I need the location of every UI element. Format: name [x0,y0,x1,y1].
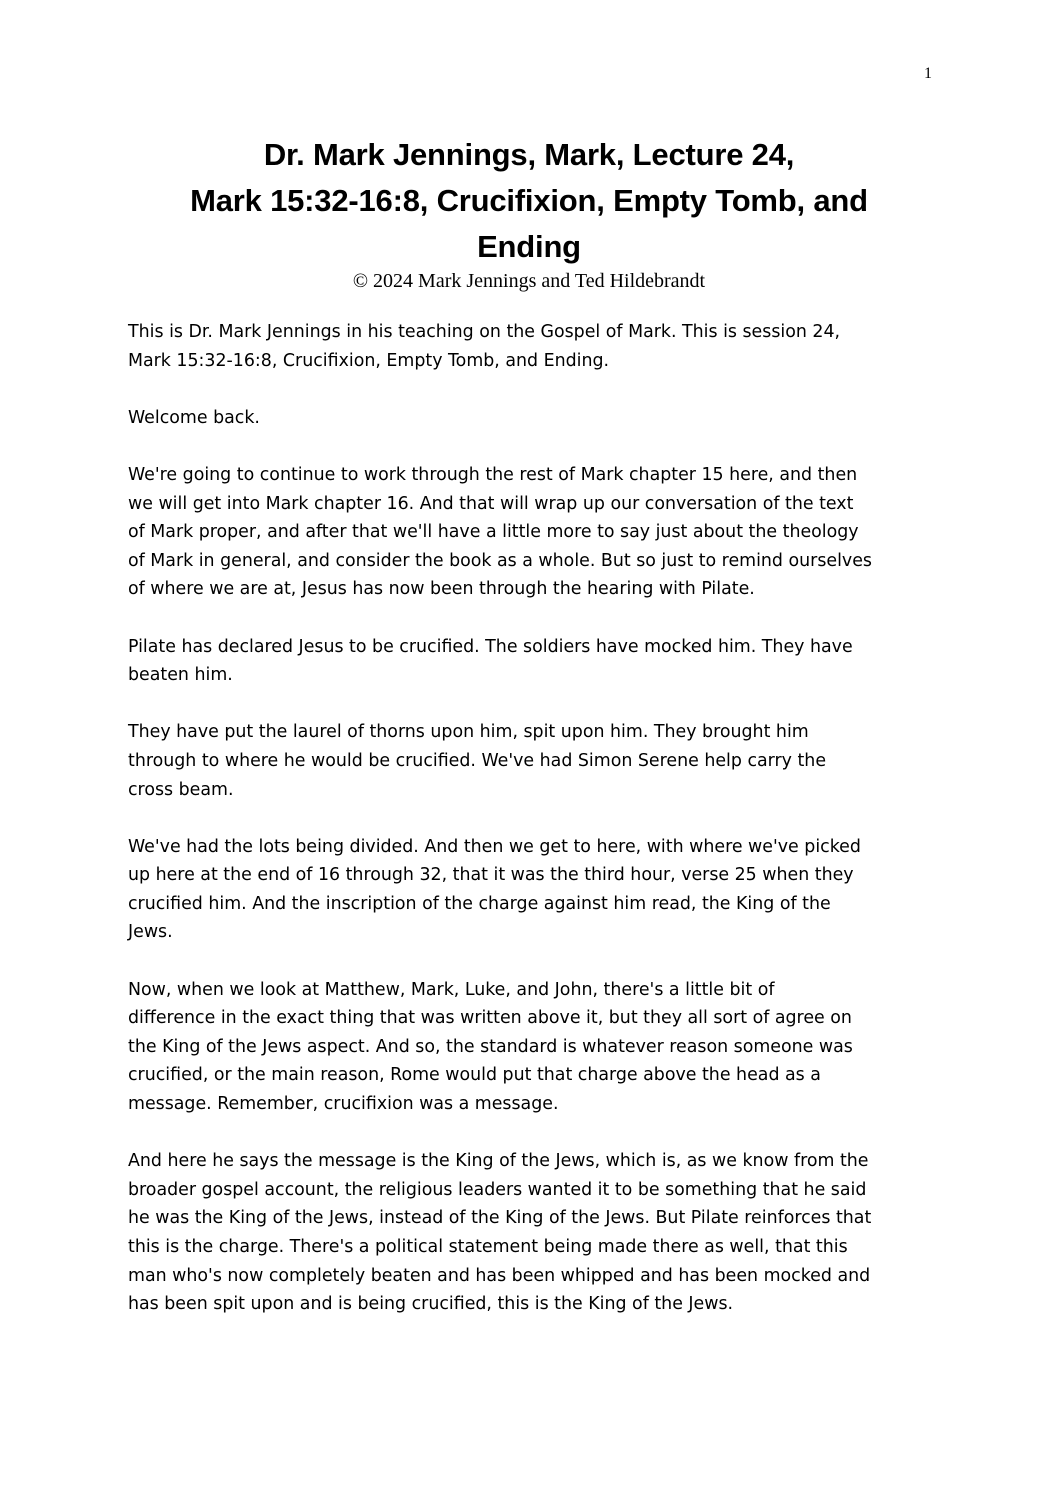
paragraph-line: through to where he would be crucified. We've had Simon Serene help carry the [128,750,827,771]
paragraph-line: beaten him. [128,665,233,686]
paragraph-line: difference in the exact thing that was written above it, but they all sort of agree on [128,1008,852,1029]
paragraph-line: Welcome back. [128,407,260,428]
paragraph-line: he was the King of the Jews, instead of the King of the Jews. But Pilate reinforces that [128,1208,872,1229]
paragraph-line: They have put the laurel of thorns upon him, spit upon him. They brought him [128,722,809,743]
title-line: Dr. Mark Jennings, Mark, Lecture 24, [263,137,795,172]
paragraph-line: Mark 15:32-16:8, Crucifixion, Empty Tomb, and Ending. [128,350,610,371]
paragraph-line: the King of the Jews aspect. And so, the standard is whatever reason someone was [128,1036,853,1057]
paragraph [128,1147,938,1319]
paragraph [128,976,938,1119]
title-block [128,132,930,294]
paragraph-line: cross beam. [128,779,234,800]
paragraph-line: has been spit upon and is being crucified, this is the King of the Jews. [128,1294,734,1315]
paragraph-line: of Mark proper, and after that we'll have a little more to say just about the theology [128,522,859,543]
paragraph-line: this is the charge. There's a political statement being made there as well, that this [128,1237,848,1257]
body-text [128,318,938,1347]
paragraph-line: of Mark in general, and consider the book as a whole. But so just to remind ourselves [128,550,872,571]
paragraph-line: crucified, or the main reason, Rome would put that charge above the head as a [128,1065,821,1086]
title-line: Ending [477,229,581,264]
paragraph [128,404,938,433]
paragraph [128,833,938,947]
copyright-notice: © 2024 Mark Jennings and Ted Hildebrandt [352,270,706,292]
paragraph-line: Jews. [128,922,173,943]
paragraph-line: message. Remember, crucifixion was a message. [128,1094,559,1115]
paragraph [128,633,938,690]
paragraph-line: And here he says the message is the King of the Jews, which is, as we know from the [128,1151,869,1172]
paragraph-line: man who's now completely beaten and has been whipped and has been mocked and [128,1265,871,1286]
paragraph-line: Now, when we look at Matthew, Mark, Luke, and John, there's a little bit of [128,979,775,1000]
paragraph-line: We're going to continue to work through the rest of Mark chapter 15 here, and then [128,464,858,485]
paragraph-line: This is Dr. Mark Jennings in his teaching on the Gospel of Mark. This is session 24, [128,322,841,342]
paragraph [128,718,938,804]
paragraph-line: crucified him. And the inscription of the charge against him read, the King of the [128,893,831,914]
paragraph-line: of where we are at, Jesus has now been through the hearing with Pilate. [128,579,755,600]
paragraph-line: Pilate has declared Jesus to be crucified. The soldiers have mocked him. They have [128,636,853,657]
title-line: Mark 15:32-16:8, Crucifixion, Empty Tomb, and [190,183,868,218]
paragraph-line: We've had the lots being divided. And then we get to here, with where we've picked [128,836,861,857]
paragraph-line: broader gospel account, the religious leaders wanted it to be something that he said [128,1179,867,1200]
paragraph-line: up here at the end of 16 through 32, that it was the third hour, verse 25 when they [128,865,854,886]
paragraph [128,461,938,604]
page-number: 1 [924,65,932,82]
paragraph [128,318,938,375]
paragraph-line: we will get into Mark chapter 16. And that will wrap up our conversation of the text [128,493,854,514]
